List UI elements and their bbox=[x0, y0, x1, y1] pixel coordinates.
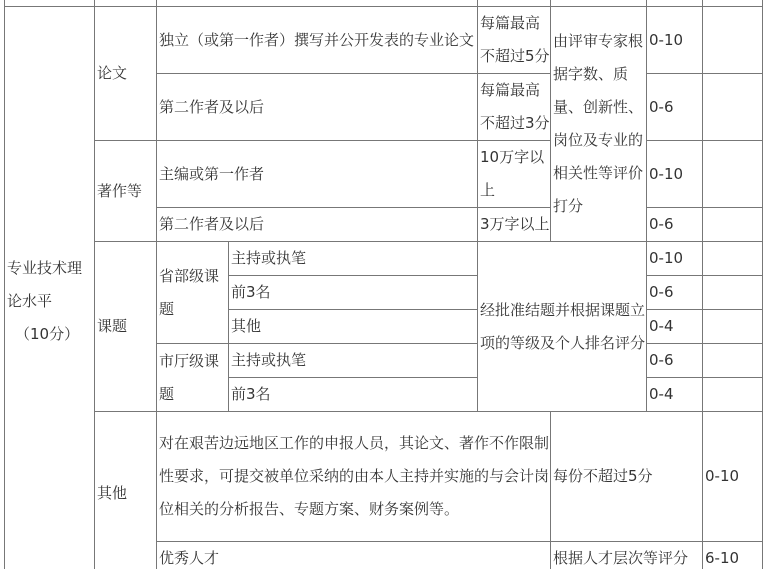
projects-label: 课题 bbox=[95, 242, 157, 412]
books-cap-chief-editor: 10万字以上 bbox=[478, 141, 551, 208]
other-method-talent: 根据人才层次等评分 bbox=[551, 542, 703, 569]
table-row bbox=[5, 141, 763, 208]
books-label: 著作等 bbox=[95, 141, 157, 242]
projects-municipal-role-lead: 主持或执笔 bbox=[229, 344, 478, 378]
category-line-2: 论水平 bbox=[7, 291, 53, 310]
projects-provincial-role-lead: 主持或执笔 bbox=[229, 242, 478, 276]
projects-provincial-score-lead: 0-10 bbox=[647, 242, 703, 276]
projects-provincial-role-other: 其他 bbox=[229, 310, 478, 344]
other-method-remote-areas: 每份不超过5分 bbox=[551, 412, 703, 542]
books-cap-second-author: 3万字以上 bbox=[478, 208, 551, 242]
papers-cap-second-author: 每篇最高不超过3分 bbox=[478, 74, 551, 141]
other-item-talent: 优秀人才 bbox=[157, 542, 551, 569]
projects-provincial-role-top3: 前3名 bbox=[229, 276, 478, 310]
category-line-3: （10分） bbox=[15, 324, 80, 343]
papers-item-second-author: 第二作者及以后 bbox=[157, 74, 478, 141]
books-item-second-author: 第二作者及以后 bbox=[157, 208, 478, 242]
projects-method: 经批准结题并根据课题立项的等级及个人排名评分 bbox=[478, 242, 647, 412]
projects-provincial-score-top3: 0-6 bbox=[647, 276, 703, 310]
other-score-remote-areas: 0-10 bbox=[703, 412, 763, 542]
books-score-second-author: 0-6 bbox=[647, 208, 703, 242]
papers-label: 论文 bbox=[95, 7, 157, 141]
books-item-chief-editor: 主编或第一作者 bbox=[157, 141, 478, 208]
projects-municipal-label: 市厅级课题 bbox=[157, 344, 229, 412]
projects-municipal-score-lead: 0-6 bbox=[647, 344, 703, 378]
other-score-talent: 6-10 bbox=[703, 542, 763, 569]
other-label: 其他 bbox=[95, 412, 157, 569]
other-item-remote-areas: 对在艰苦边远地区工作的申报人员，其论文、著作不作限制性要求，可提交被单位采纳的由本人主持并实施的与会计岗位相关的分析报告、专题方案、财务案例等。 bbox=[157, 412, 551, 542]
papers-item-first-author: 独立（或第一作者）撰写并公开发表的专业论文 bbox=[157, 7, 478, 74]
table-row bbox=[5, 7, 763, 74]
papers-score-second-author: 0-6 bbox=[647, 74, 703, 141]
table-row bbox=[5, 412, 763, 542]
category-cell bbox=[5, 7, 95, 569]
papers-cap-first-author: 每篇最高不超过5分 bbox=[478, 7, 551, 74]
category-line-1: 专业技术理 bbox=[7, 258, 83, 277]
books-score-chief-editor: 0-10 bbox=[647, 141, 703, 208]
projects-municipal-role-top3: 前3名 bbox=[229, 378, 478, 412]
papers-method: 由评审专家根据字数、质量、创新性、岗位及专业的相关性等评价打分 bbox=[551, 7, 647, 242]
table-row bbox=[5, 242, 763, 276]
projects-provincial-label: 省部级课题 bbox=[157, 242, 229, 344]
papers-score-first-author: 0-10 bbox=[647, 7, 703, 74]
projects-provincial-score-other: 0-4 bbox=[647, 310, 703, 344]
projects-municipal-score-top3: 0-4 bbox=[647, 378, 703, 412]
scoring-table bbox=[4, 0, 763, 569]
